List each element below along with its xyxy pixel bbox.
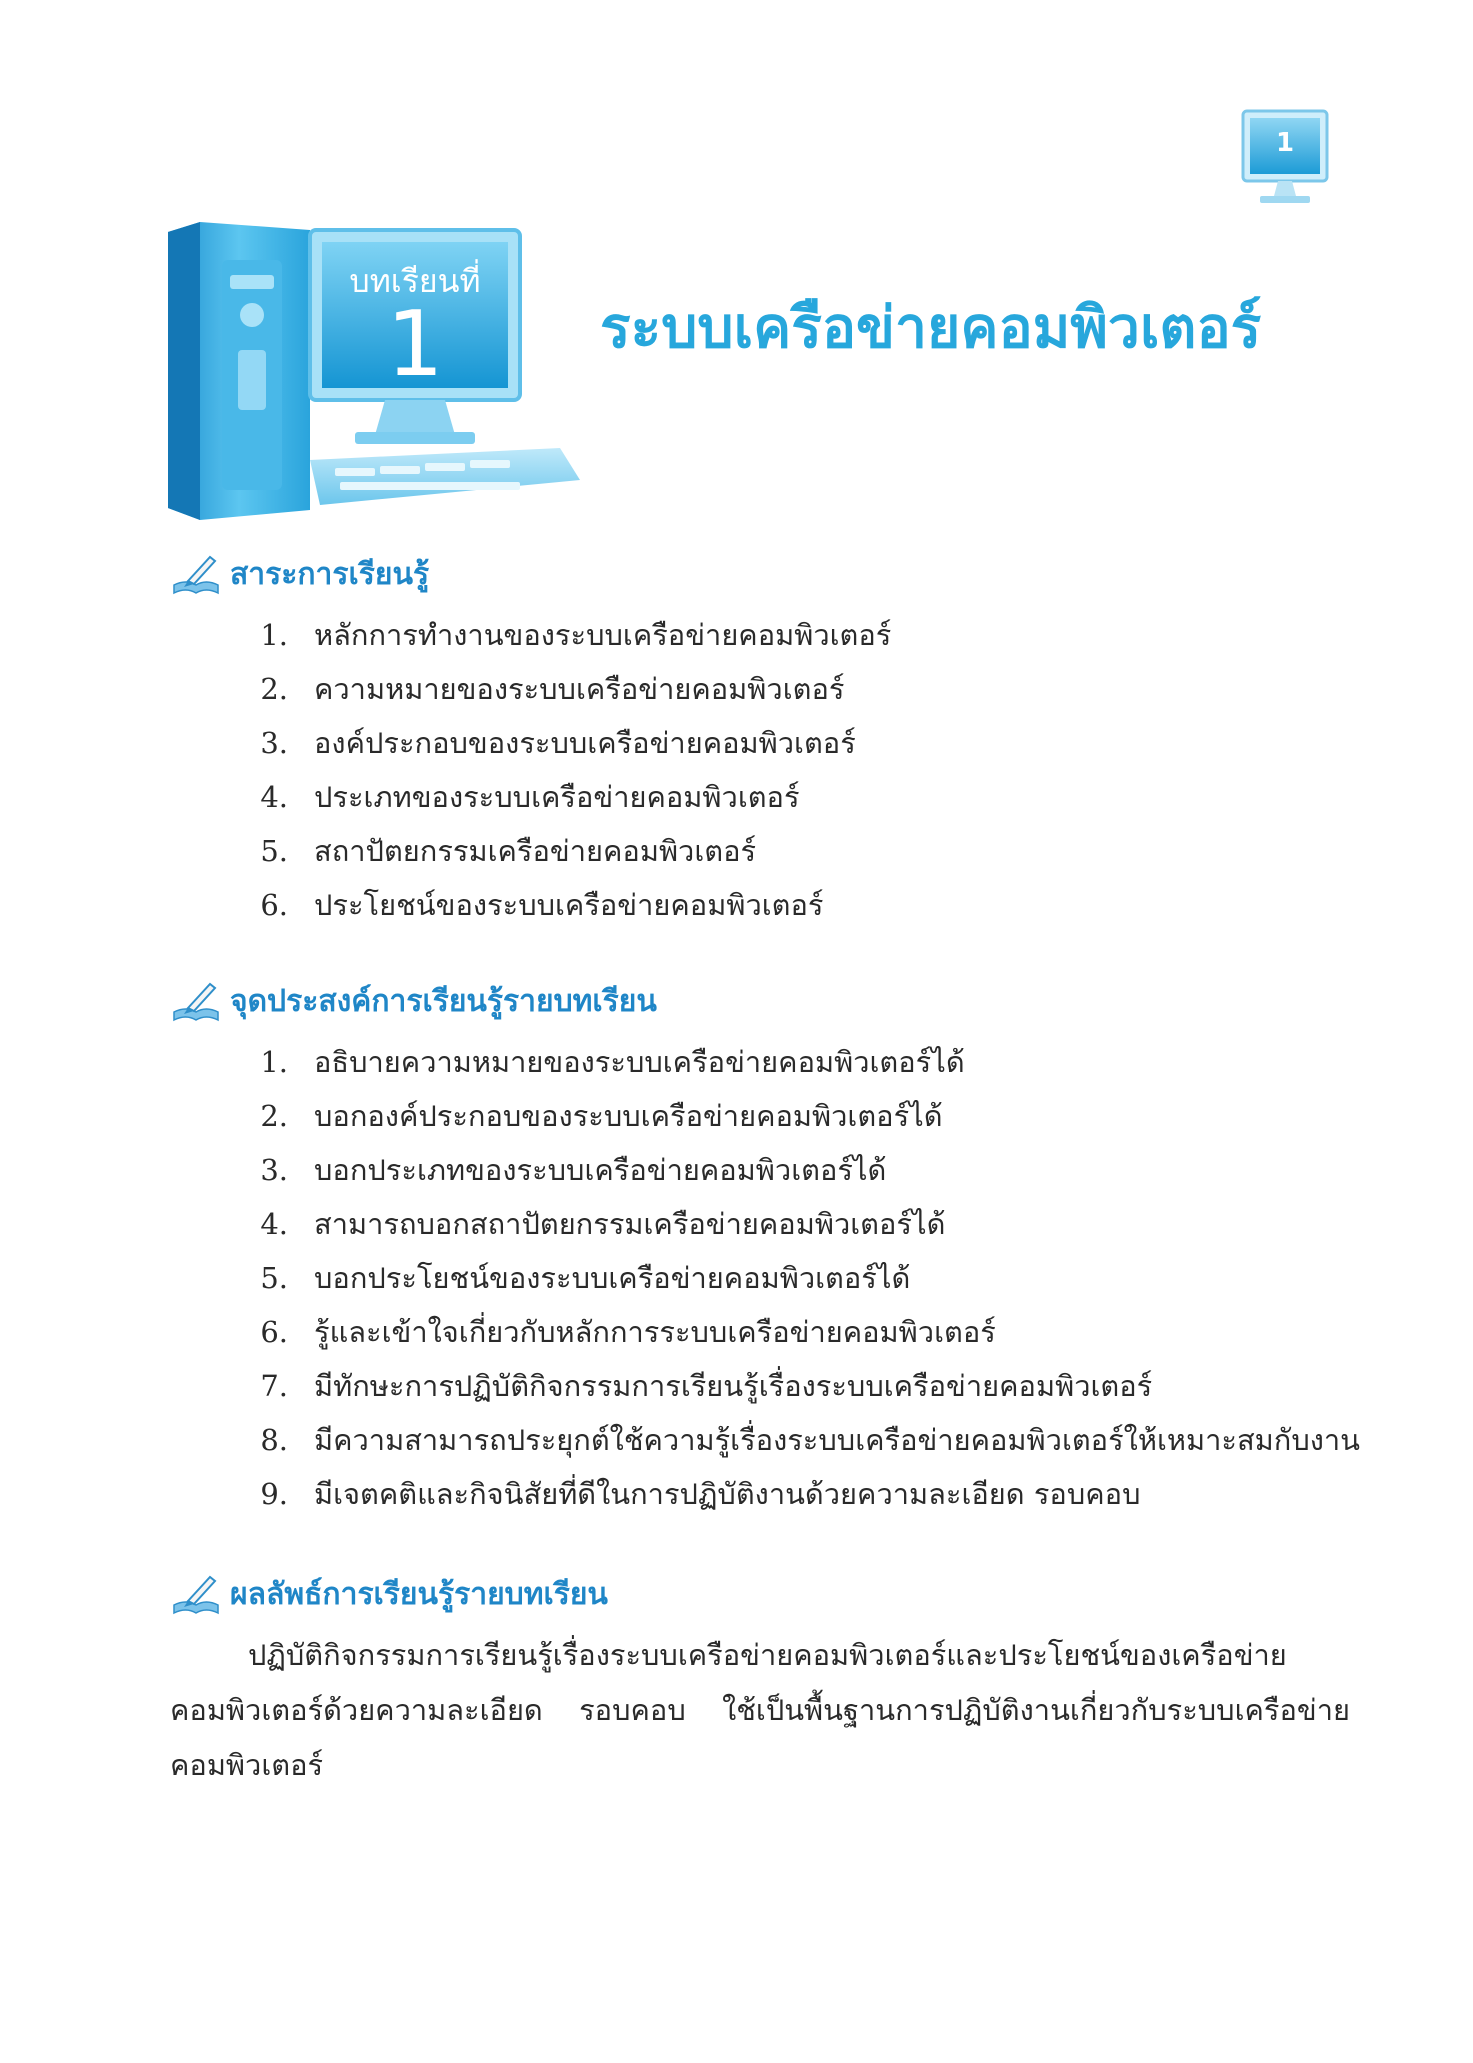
learning-objectives-section: [170, 975, 1361, 1521]
item-number: 1.: [260, 1045, 288, 1079]
writing-hand-book-icon: [170, 1571, 222, 1617]
learning-content-section: [170, 548, 1350, 932]
item-text: ประเภทของระบบเครือข่ายคอมพิวเตอร์: [314, 780, 800, 814]
item-text: สามารถบอกสถาปัตยกรรมเครือข่ายคอมพิวเตอร์ได้: [314, 1207, 946, 1241]
list-item: [242, 716, 1350, 770]
chapter-number: 1: [386, 292, 444, 397]
chapter-label: บทเรียนที่: [349, 262, 481, 300]
section-heading: [170, 975, 1350, 1027]
item-number: 6.: [260, 888, 288, 922]
learning-objectives-list: [170, 1035, 1361, 1521]
item-number: 3.: [260, 1153, 288, 1187]
item-number: 3.: [260, 726, 288, 760]
item-text: หลักการทำงานของระบบเครือข่ายคอมพิวเตอร์: [314, 618, 892, 652]
item-text: ประโยชน์ของระบบเครือข่ายคอมพิวเตอร์: [314, 888, 824, 922]
list-item: [242, 770, 1350, 824]
page-number: 1: [1275, 128, 1295, 158]
list-item: [242, 1035, 1350, 1089]
list-item: [242, 1413, 1361, 1467]
section-title: จุดประสงค์การเรียนรู้รายบทเรียน: [230, 983, 657, 1019]
learning-outcome-section: [170, 1568, 1350, 1793]
item-text: บอกประเภทของระบบเครือข่ายคอมพิวเตอร์ได้: [314, 1153, 887, 1187]
item-text: บอกประโยชน์ของระบบเครือข่ายคอมพิวเตอร์ได้: [314, 1261, 911, 1295]
item-text: บอกองค์ประกอบของระบบเครือข่ายคอมพิวเตอร์ได้: [314, 1099, 943, 1133]
item-number: 4.: [260, 1207, 288, 1241]
item-number: 6.: [260, 1315, 288, 1349]
item-number: 5.: [260, 1261, 288, 1295]
item-text: รู้และเข้าใจเกี่ยวกับหลักการระบบเครือข่ายคอมพิวเตอร์: [314, 1315, 996, 1349]
list-item: [242, 1089, 1350, 1143]
list-item: [242, 1305, 1350, 1359]
item-text: มีเจตคติและกิจนิสัยที่ดีในการปฏิบัติงานด้วยความละเอียด รอบคอบ: [314, 1477, 1141, 1511]
page-number-monitor-icon: [1240, 108, 1330, 208]
section-title: ผลลัพธ์การเรียนรู้รายบทเรียน: [230, 1576, 608, 1612]
section-title: สาระการเรียนรู้: [230, 556, 430, 592]
item-number: 2.: [260, 672, 288, 706]
item-number: 7.: [260, 1369, 288, 1403]
list-item: [242, 824, 1350, 878]
list-item: [242, 1251, 1350, 1305]
writing-hand-book-icon: [170, 978, 222, 1024]
item-number: 9.: [260, 1477, 288, 1511]
item-text: มีความสามารถประยุกต์ใช้ความรู้เรื่องระบบเครือข่ายคอมพิวเตอร์ให้เหมาะสมกับงาน: [314, 1423, 1361, 1457]
list-item: [242, 1197, 1350, 1251]
list-item: [242, 608, 1350, 662]
list-item: [242, 878, 1350, 932]
item-text: มีทักษะการปฏิบัติกิจกรรมการเรียนรู้เรื่องระบบเครือข่ายคอมพิวเตอร์: [314, 1369, 1153, 1403]
item-number: 8.: [260, 1423, 288, 1457]
writing-hand-book-icon: [170, 551, 222, 597]
learning-content-list: [170, 608, 1350, 932]
list-item: [242, 662, 1350, 716]
list-item: [242, 1359, 1350, 1413]
outcome-paragraph: ปฏิบัติกิจกรรมการเรียนรู้เรื่องระบบเครือข่ายคอมพิวเตอร์และประโยชน์ของเครือข่ายคอมพิวเตอร์ด้วยความละเอียด รอบคอบ ใช้เป็นพื้นฐานการปฏิบัติงานเกี่ยวกับระบบเครือข่ายคอมพิวเตอร์: [170, 1638, 1350, 1782]
item-text: ความหมายของระบบเครือข่ายคอมพิวเตอร์: [314, 672, 845, 706]
item-text: องค์ประกอบของระบบเครือข่ายคอมพิวเตอร์: [314, 726, 856, 760]
item-number: 1.: [260, 618, 288, 652]
section-heading: [170, 548, 1350, 600]
list-item: [242, 1467, 1350, 1521]
item-text: สถาปัตยกรรมเครือข่ายคอมพิวเตอร์: [314, 834, 757, 868]
section-heading: [170, 1568, 1350, 1620]
chapter-title: ระบบเครือข่ายคอมพิวเตอร์: [600, 295, 1262, 361]
item-number: 5.: [260, 834, 288, 868]
item-number: 4.: [260, 780, 288, 814]
item-number: 2.: [260, 1099, 288, 1133]
list-item: [242, 1143, 1350, 1197]
item-text: อธิบายความหมายของระบบเครือข่ายคอมพิวเตอร์ได้: [314, 1045, 965, 1079]
